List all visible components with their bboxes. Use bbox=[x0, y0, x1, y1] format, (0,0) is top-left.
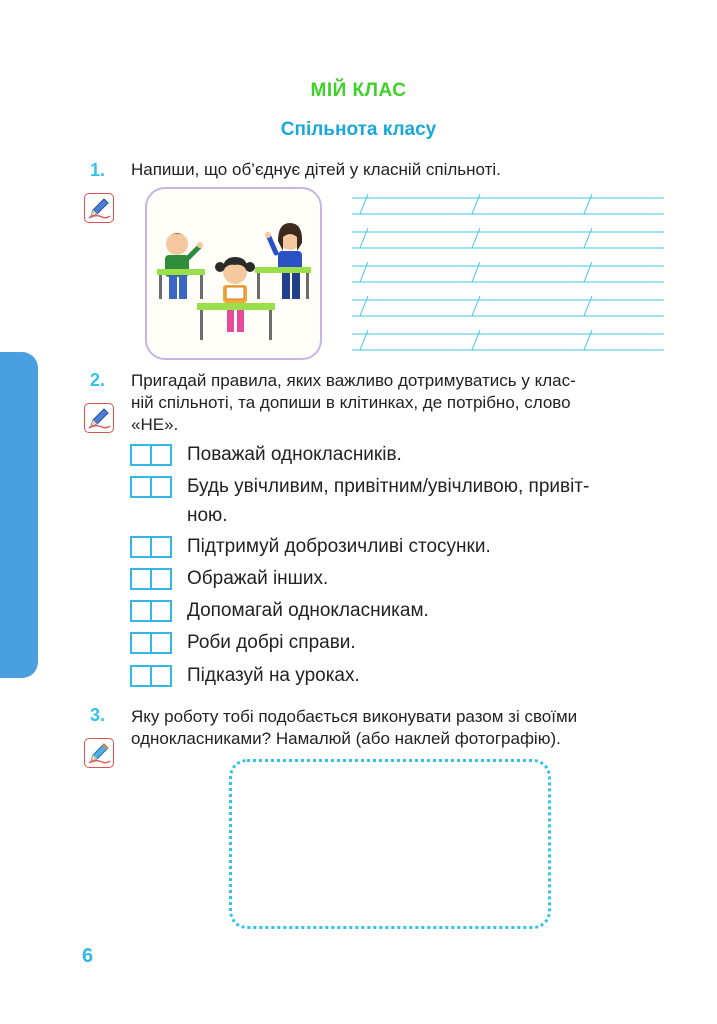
task-2-text: Пригадай правила, яких важливо дотримуватись у клас- ній спільноті, та допиши в клітинках, де потрібно, слово «НЕ». bbox=[131, 371, 576, 434]
rule-text: Роби добрі справи. bbox=[187, 632, 356, 653]
answer-cells[interactable] bbox=[130, 665, 178, 687]
rule-text: Підказуй на уроках. bbox=[187, 665, 360, 686]
pencil-icon bbox=[84, 193, 114, 223]
rule-text: Будь увічливим, привітним/увічливою, привіт- ною. bbox=[187, 476, 590, 526]
writing-lines[interactable] bbox=[352, 190, 664, 352]
classroom-illustration bbox=[145, 187, 322, 360]
side-tab bbox=[0, 352, 38, 678]
rule-text: Ображай інших. bbox=[187, 568, 329, 589]
page-subtitle: Спільнота класу bbox=[280, 119, 437, 140]
drawing-area[interactable] bbox=[229, 759, 551, 929]
pencil-icon bbox=[84, 738, 114, 768]
task-2-number: 2. bbox=[90, 370, 106, 390]
rule-text: Допомагай однокласникам. bbox=[187, 600, 429, 621]
task-3-text: Яку роботу тобі подобається виконувати разом зі своїми однокласниками? Намалюй (або наклей фотографію). bbox=[131, 707, 578, 748]
answer-cells[interactable] bbox=[130, 600, 178, 622]
answer-cells[interactable] bbox=[130, 568, 178, 590]
answer-cells[interactable] bbox=[130, 632, 178, 654]
rule-text: Підтримуй доброзичливі стосунки. bbox=[187, 536, 491, 557]
task-3-number: 3. bbox=[90, 705, 106, 725]
task-1-number: 1. bbox=[90, 160, 106, 180]
answer-cells[interactable] bbox=[130, 536, 178, 558]
answer-cells[interactable] bbox=[130, 476, 178, 498]
answer-cells[interactable] bbox=[130, 444, 178, 466]
pencil-icon bbox=[84, 403, 114, 433]
rule-text: Поважай однокласників. bbox=[187, 444, 402, 465]
page-number: 6 bbox=[82, 945, 94, 967]
page-title: МІЙ КЛАС bbox=[310, 80, 407, 101]
task-1-text: Напиши, що об’єднує дітей у класній спільноті. bbox=[131, 160, 501, 179]
